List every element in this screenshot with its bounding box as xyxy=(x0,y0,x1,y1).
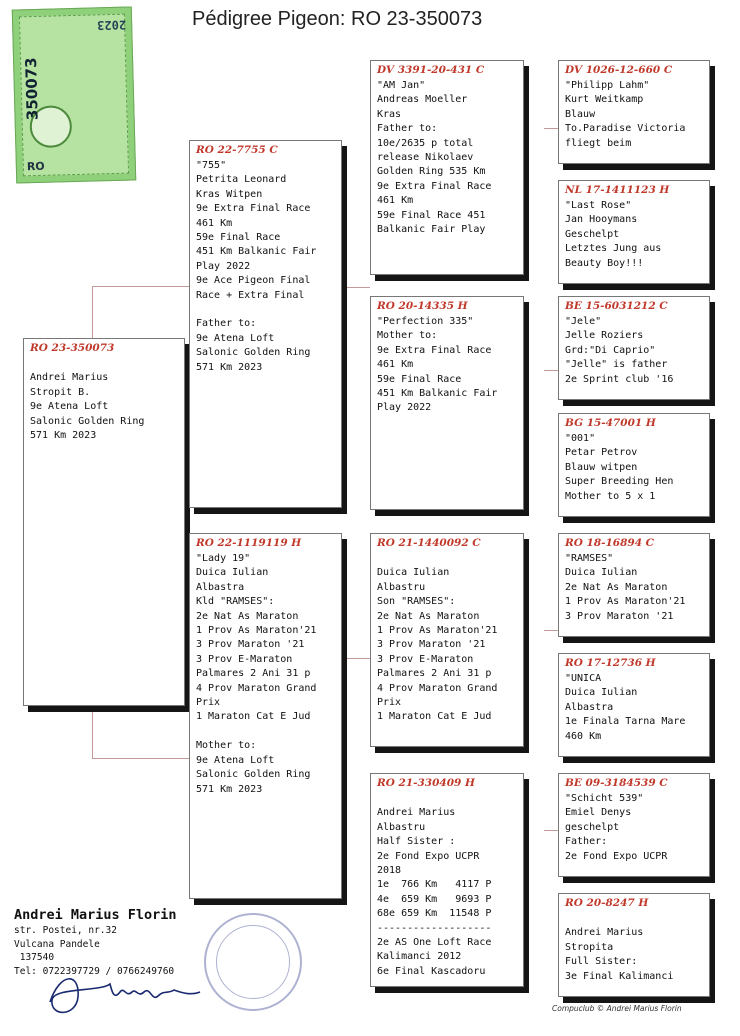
ring-number: DV 1026-12-660 C xyxy=(565,64,673,76)
footer-credit: Compuclub © Andrei Marius Florin xyxy=(552,1004,682,1013)
pigeon-details: "Philipp Lahm" Kurt Weitkamp Blauw To.Paradise Victoria fliegt beim xyxy=(565,80,686,149)
ring-number: RO 20-14335 H xyxy=(377,300,468,312)
pedigree-card-mfm xyxy=(558,653,710,757)
ring-number: RO 20-8247 H xyxy=(565,897,649,909)
ring-number: RO 18-16894 C xyxy=(565,537,655,549)
pedigree-card-mmf xyxy=(558,773,710,877)
ring-number: DV 3391-20-431 C xyxy=(377,64,485,76)
owner-name: Andrei Marius Florin xyxy=(14,907,177,923)
seal-stamp-icon xyxy=(204,913,302,1011)
ring-number: RO 21-1440092 C xyxy=(377,537,481,549)
pigeon-details: Andrei Marius Stropit B. 9e Atena Loft Salonic Golden Ring 571 Km 2023 xyxy=(30,372,145,442)
pigeon-details: "Jele" Jelle Roziers Grd:"Di Caprio" "Jelle" is father 2e Sprint club '16 xyxy=(565,316,674,385)
pigeon-details: "UNICA Duica Iulian Albastra 1e Finala Tarna Mare 460 Km xyxy=(565,673,686,742)
pedigree-card-ffm xyxy=(558,180,710,284)
connector-line xyxy=(92,286,93,340)
ring-certificate-stamp xyxy=(12,6,137,183)
pigeon-details: "AM Jan" Andreas Moeller Kras Father to: 10e/2635 p total release Nikolaev Golden Ring 535 Km 9e Extra Final Race 461 Km 59e Final Race 451 Balkanic Fair Play xyxy=(377,80,492,236)
pedigree-card-maternal-grandmother xyxy=(370,773,524,987)
pigeon-details: Duica Iulian Albastru Son "RAMSES": 2e Nat As Maraton 1 Prov As Maraton'21 3 Prov Maraton '21 3 Prov E-Maraton Palmares 2 Ani 31 p 4 Prov Maraton Grand Prix 1 Maraton Cat E Jud xyxy=(377,567,498,723)
ring-number: NL 17-1411123 H xyxy=(565,184,670,196)
pigeon-details: "001" Petar Petrov Blauw witpen Super Breeding Hen Mother to 5 x 1 xyxy=(565,433,674,502)
ring-number: RO 22-1119119 H xyxy=(196,537,302,549)
connector-line xyxy=(92,286,189,287)
pedigree-card-paternal-grandfather xyxy=(370,60,524,275)
pedigree-card-mff xyxy=(558,533,710,637)
stamp-code: RO xyxy=(26,159,45,174)
pigeon-details: Andrei Marius Albastru Half Sister : 2e Fond Expo UCPR 2018 1e 766 Km 4117 P 4e 659 Km 9693 P 68e 659 Km 11548 P ------------------- 2e AS One Loft Race Kalimanci 2012 6e Final Kascadoru xyxy=(377,807,492,977)
stamp-ring-number: 350073 xyxy=(22,57,42,121)
pigeon-details: "Perfection 335" Mother to: 9e Extra Final Race 461 Km 59e Final Race 451 Km Balkanic Fair Play 2022 xyxy=(377,316,498,414)
connector-line xyxy=(92,706,93,758)
owner-address: str. Postei, nr.32 Vulcana Pandele 137540 Tel: 0722397729 / 0766249760 xyxy=(14,925,175,977)
connector-line xyxy=(342,658,370,659)
ring-number: BG 15-47001 H xyxy=(565,417,656,429)
pedigree-card-paternal-grandmother xyxy=(370,296,524,510)
pedigree-card-fmf xyxy=(558,296,710,400)
pedigree-card-maternal-grandfather xyxy=(370,533,524,747)
pedigree-card-fmm xyxy=(558,413,710,517)
pedigree-card-father xyxy=(189,140,342,508)
ring-number: RO 22-7755 C xyxy=(196,144,278,156)
ring-number: BE 15-6031212 C xyxy=(565,300,668,312)
pedigree-card-fff xyxy=(558,60,710,164)
page-title: Pédigree Pigeon: RO 23-350073 xyxy=(192,8,483,30)
connector-line xyxy=(342,287,370,288)
stamp-year: 2023 xyxy=(97,17,127,33)
pigeon-details: "RAMSES" Duica Iulian 2e Nat As Maraton 1 Prov As Maraton'21 3 Prov Maraton '21 xyxy=(565,553,686,622)
ring-number: RO 21-330409 H xyxy=(377,777,475,789)
pedigree-card-subject xyxy=(23,338,185,706)
pigeon-details: Andrei Marius Stropita Full Sister: 3e Final Kalimanci xyxy=(565,927,674,982)
connector-line xyxy=(92,758,189,759)
pedigree-card-mmm xyxy=(558,893,710,997)
pigeon-details: "Lady 19" Duica Iulian Albastra Kld "RAMSES": 2e Nat As Maraton 1 Prov As Maraton'21 3 Prov Maraton '21 3 Prov E-Maraton Palmares 2 Ani 31 p 4 Prov Maraton Grand Prix 1 Maraton Cat E Jud Mother to: 9e Atena Loft Salonic Golden Ring 571 Km 2023 xyxy=(196,553,317,795)
pigeon-details: "755" Petrita Leonard Kras Witpen 9e Extra Final Race 461 Km 59e Final Race 451 Km Balkanic Fair Play 2022 9e Ace Pigeon Final Race + Extra Final Father to: 9e Atena Loft Salonic Golden Ring 571 Km 2023 xyxy=(196,160,317,373)
ring-number: RO 23-350073 xyxy=(30,342,115,354)
signature-icon xyxy=(40,962,210,1022)
pigeon-details: "Last Rose" Jan Hooymans Geschelpt Letztes Jung aus Beauty Boy!!! xyxy=(565,200,662,269)
ring-number: BE 09-3184539 C xyxy=(565,777,668,789)
ring-number: RO 17-12736 H xyxy=(565,657,656,669)
pedigree-card-mother xyxy=(189,533,342,899)
pigeon-details: "Schicht 539" Emiel Denys geschelpt Father: 2e Fond Expo UCPR xyxy=(565,793,668,862)
